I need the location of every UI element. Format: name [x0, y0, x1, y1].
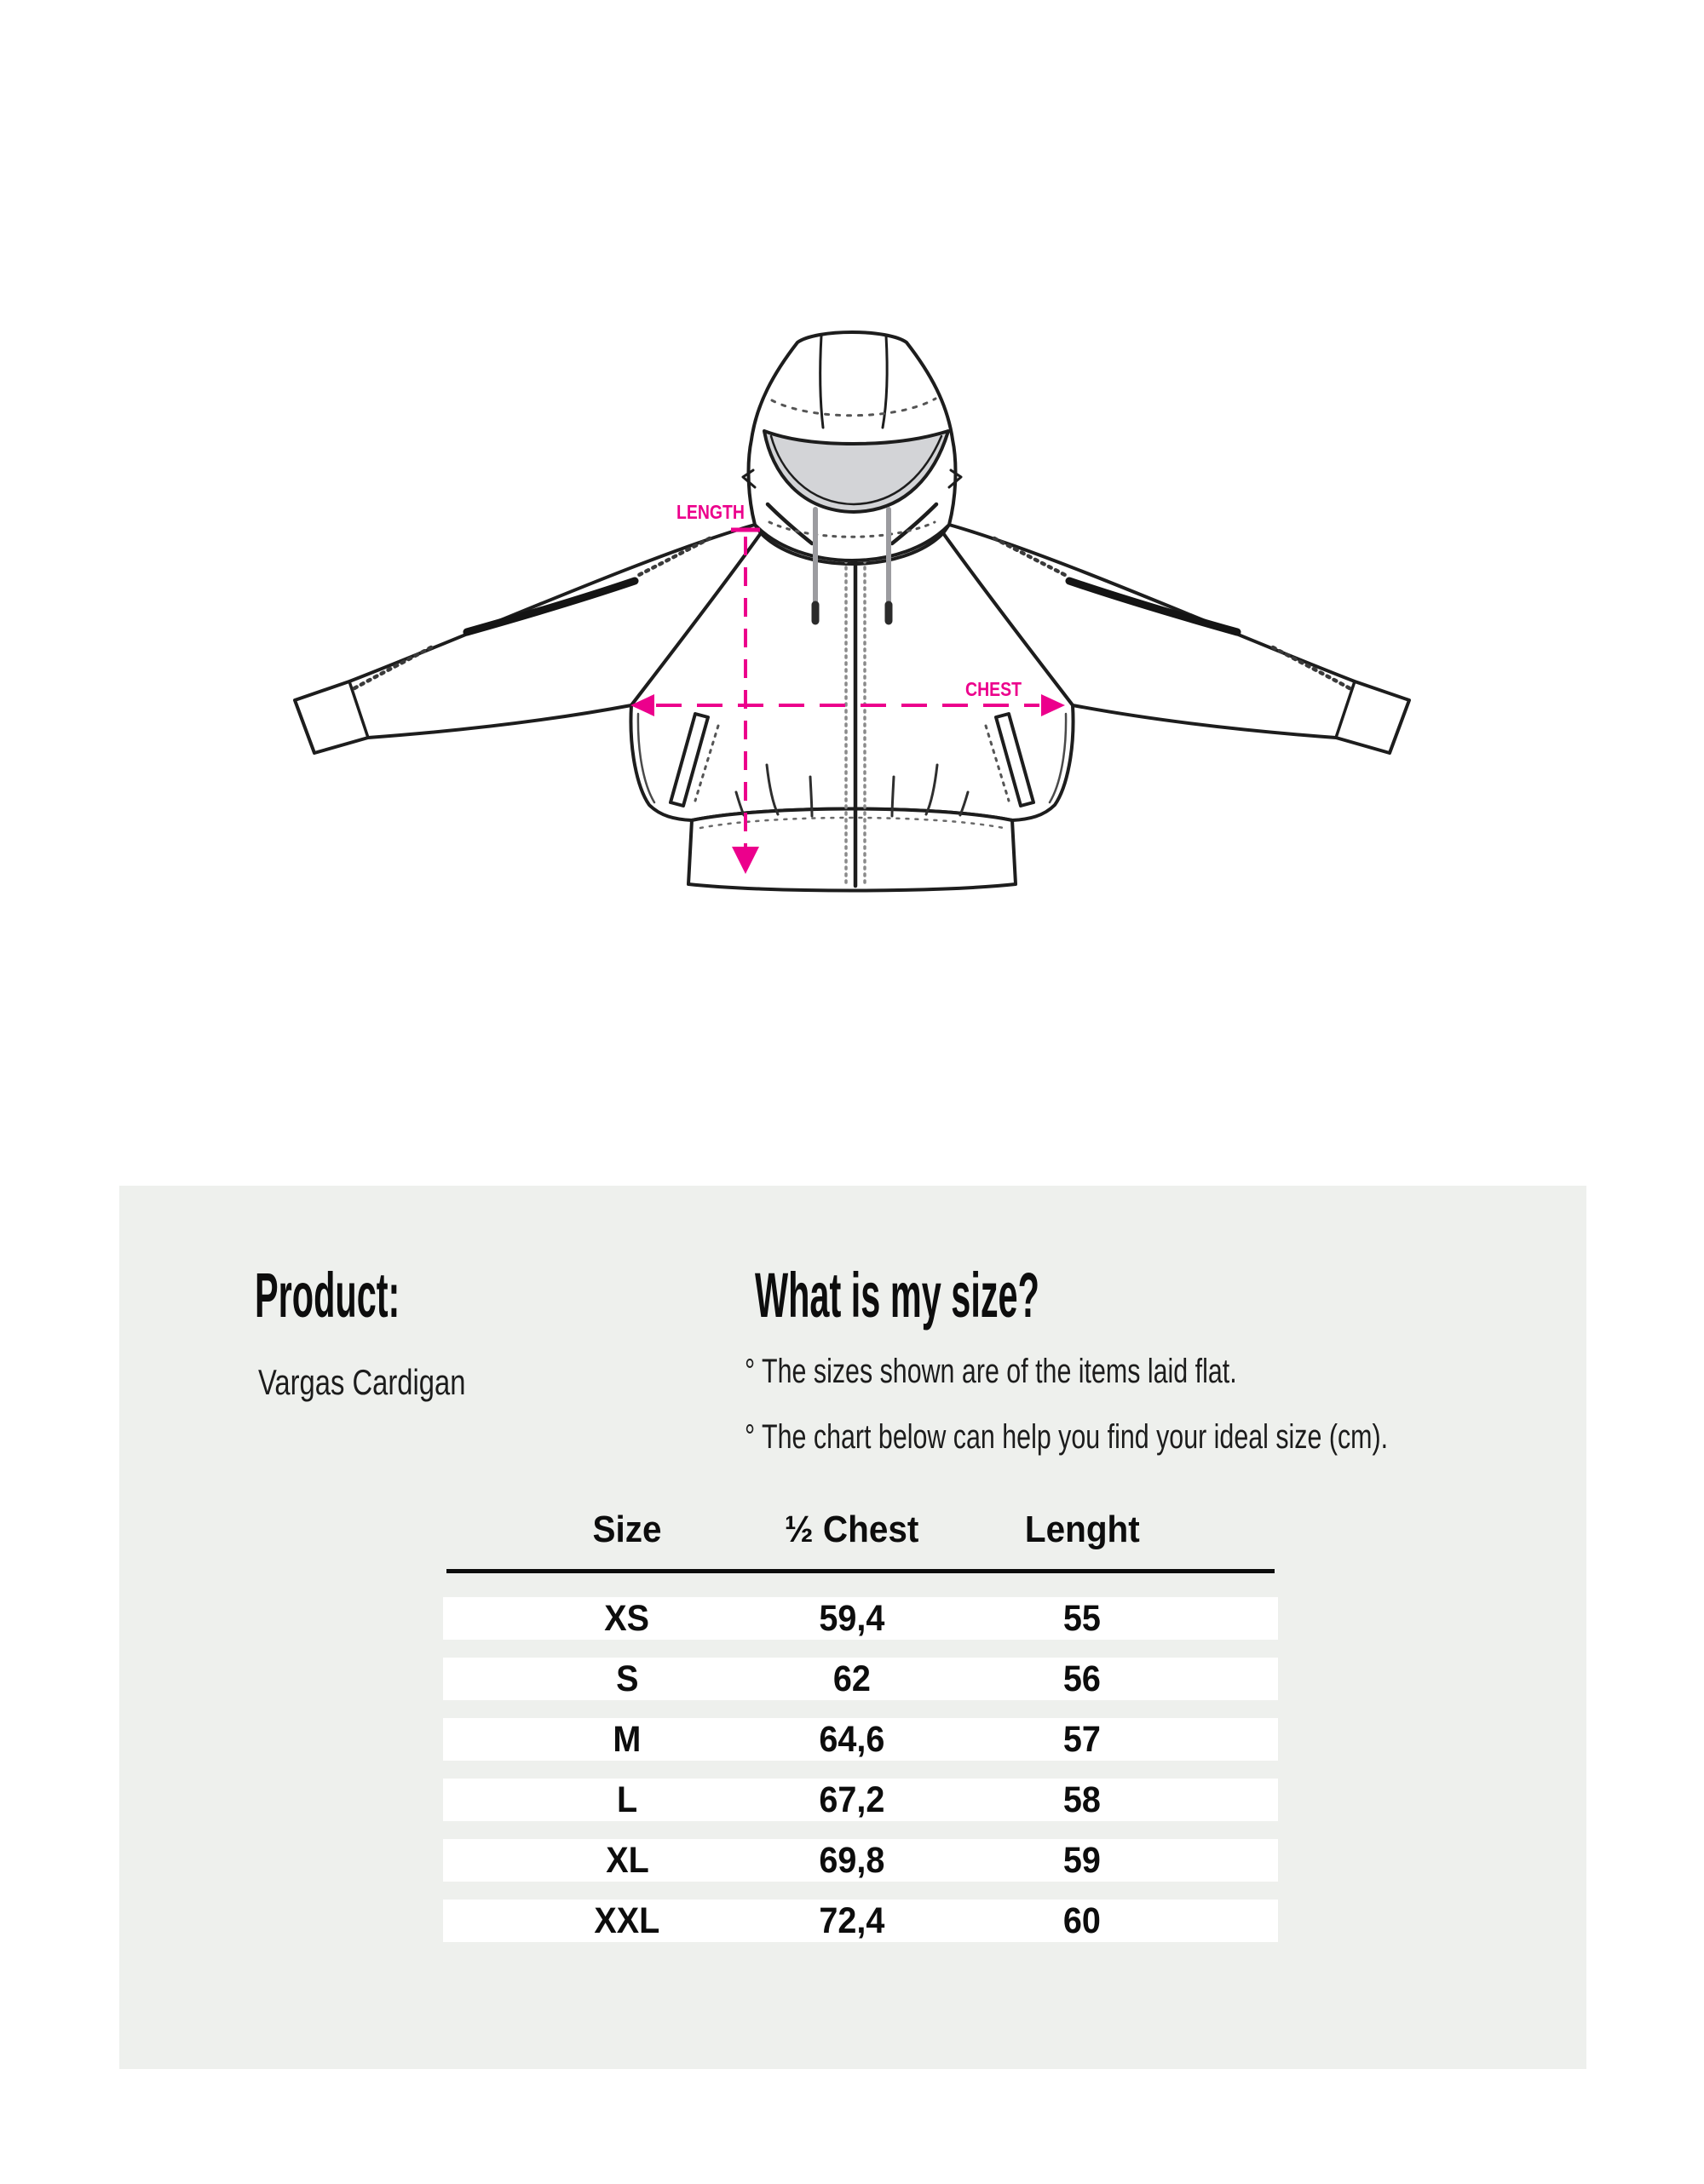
length-label: LENGTH	[676, 501, 745, 523]
table-row-xl: XL 69,8 59	[443, 1839, 1278, 1882]
table-row-s: S 62 56	[443, 1658, 1278, 1700]
table-row-l: L 67,2 58	[443, 1779, 1278, 1821]
table-row-xs: XS 59,4 55	[443, 1597, 1278, 1640]
size-note-2: ° The chart below can help you find your ideal size (cm).	[745, 1418, 1389, 1456]
column-header-half-chest: ½ Chest	[785, 1509, 919, 1550]
table-header-rule	[446, 1569, 1275, 1573]
product-name: Vargas Cardigan	[258, 1362, 466, 1402]
size-heading-text: What is my size?	[755, 1260, 1039, 1331]
product-heading-text: Product:	[255, 1260, 400, 1331]
size-note-1: ° The sizes shown are of the items laid flat.	[745, 1353, 1237, 1390]
chest-label: CHEST	[965, 678, 1022, 700]
product-heading	[255, 1260, 514, 1331]
table-row-xxl: XXL 72,4 60	[443, 1900, 1278, 1942]
table-row-m: M 64,6 57	[443, 1718, 1278, 1761]
size-heading	[755, 1260, 1263, 1331]
column-header-length: Lenght	[1024, 1509, 1140, 1550]
column-header-size: Size	[592, 1509, 662, 1550]
size-chart-table	[443, 1503, 1278, 1951]
hood	[743, 332, 961, 560]
